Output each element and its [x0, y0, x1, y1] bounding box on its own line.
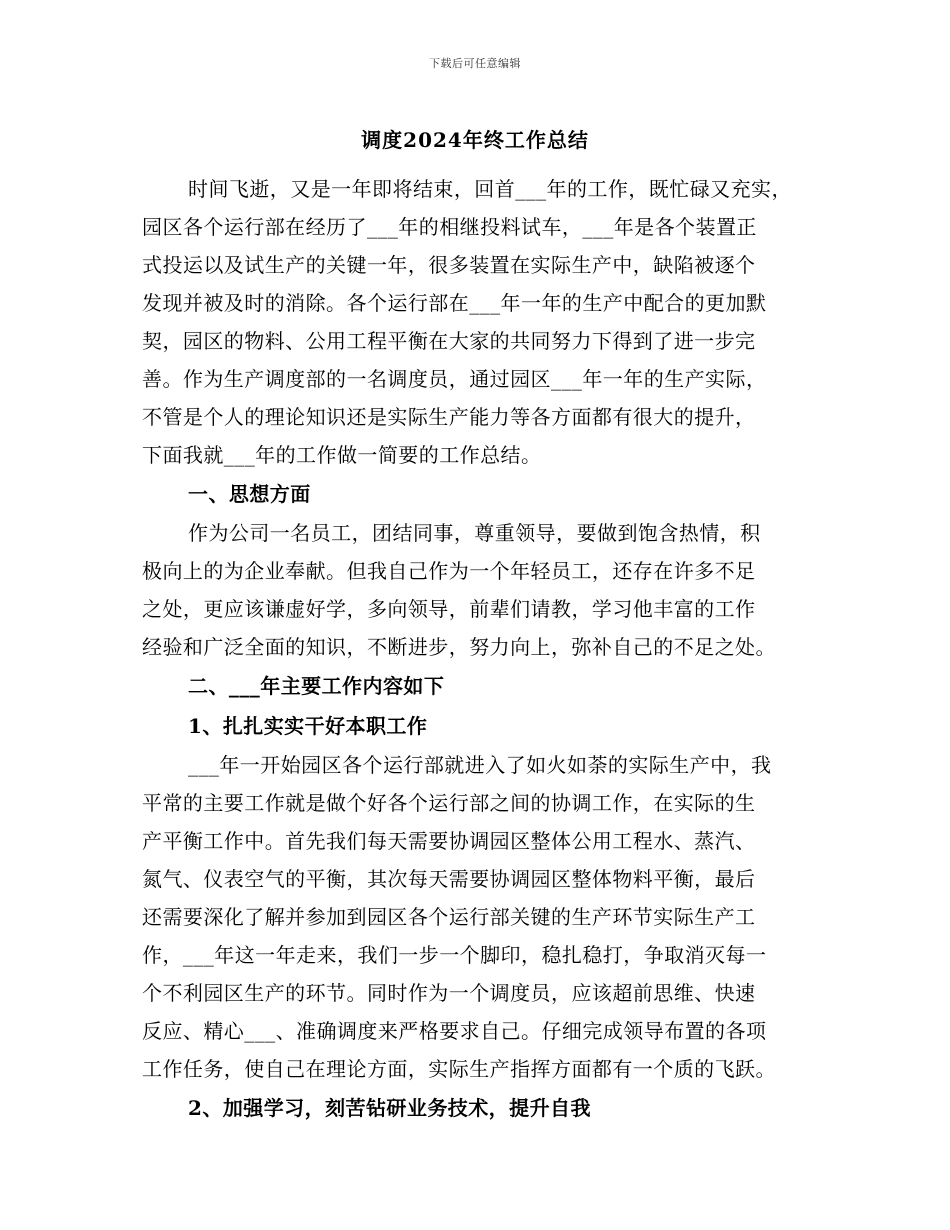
paragraph-line: 个不利园区生产的环节。同时作为一个调度员，应该超前思维、快速 — [142, 981, 756, 1005]
paragraph-line: 时间飞逝，又是一年即将结束，回首___年的工作，既忙碌又充实， — [188, 177, 792, 201]
paragraph-line: 发现并被及时的消除。各个运行部在___年一年的生产中配合的更加默 — [142, 291, 767, 315]
paragraph-line: 工作任务，使自己在理论方面，实际生产指挥方面都有一个质的飞跃。 — [142, 1057, 776, 1081]
paragraph-line: 经验和广泛全面的知识，不断进步，努力向上，弥补自己的不足之处。 — [142, 635, 776, 659]
paragraph-line: 反应、精心___、准确调度来严格要求自己。仔细完成领导布置的各项 — [142, 1019, 767, 1043]
paragraph-line: 契，园区的物料、公用工程平衡在大家的共同努力下得到了进一步完 — [142, 329, 756, 353]
paragraph-line: 善。作为生产调度部的一名调度员，通过园区___年一年的生产实际， — [142, 367, 767, 391]
document-body — [142, 170, 812, 1128]
paragraph-line: 之处，更应该谦虚好学，多向领导，前辈们请教，学习他丰富的工作 — [142, 597, 756, 621]
paragraph-line: 极向上的为企业奉献。但我自己作为一个年轻员工，还存在许多不足 — [142, 559, 756, 583]
paragraph-line: 下面我就___年的工作做一简要的工作总结。 — [142, 443, 542, 467]
paragraph-line: 还需要深化了解并参加到园区各个运行部关键的生产环节实际生产工 — [142, 905, 756, 929]
paragraph-line: 式投运以及试生产的关键一年，很多装置在实际生产中，缺陷被逐个 — [142, 253, 756, 277]
document-title: 调度2024年终工作总结 — [361, 128, 589, 152]
paragraph-line: 作，___年这一年走来，我们一步一个脚印，稳扎稳打，争取消灭每一 — [142, 943, 767, 967]
paragraph-line: 产平衡工作中。首先我们每天需要协调园区整体公用工程水、蒸汽、 — [142, 829, 756, 853]
section-heading: 一、思想方面 — [188, 482, 311, 506]
paragraph-line: 氮气、仪表空气的平衡，其次每天需要协调园区整体物料平衡，最后 — [142, 867, 756, 891]
subsection-heading: 1、扎扎实实干好本职工作 — [188, 714, 428, 738]
paragraph-line: 不管是个人的理论知识还是实际生产能力等各方面都有很大的提升， — [142, 405, 756, 429]
paragraph-line: ___年一开始园区各个运行部就进入了如火如荼的实际生产中，我 — [188, 753, 772, 777]
paragraph-line: 园区各个运行部在经历了___年的相继投料试车，___年是各个装置正 — [142, 215, 757, 239]
paragraph-line: 平常的主要工作就是做个好各个运行部之间的协调工作，在实际的生 — [142, 791, 756, 815]
subsection-heading: 2、加强学习，刻苦钻研业务技术，提升自我 — [188, 1096, 591, 1120]
paragraph-line: 作为公司一名员工，团结同事，尊重领导，要做到饱含热情，积 — [188, 521, 761, 545]
section-heading: 二、___年主要工作内容如下 — [188, 674, 445, 698]
header-note: 下载后可任意编辑 — [429, 57, 521, 70]
